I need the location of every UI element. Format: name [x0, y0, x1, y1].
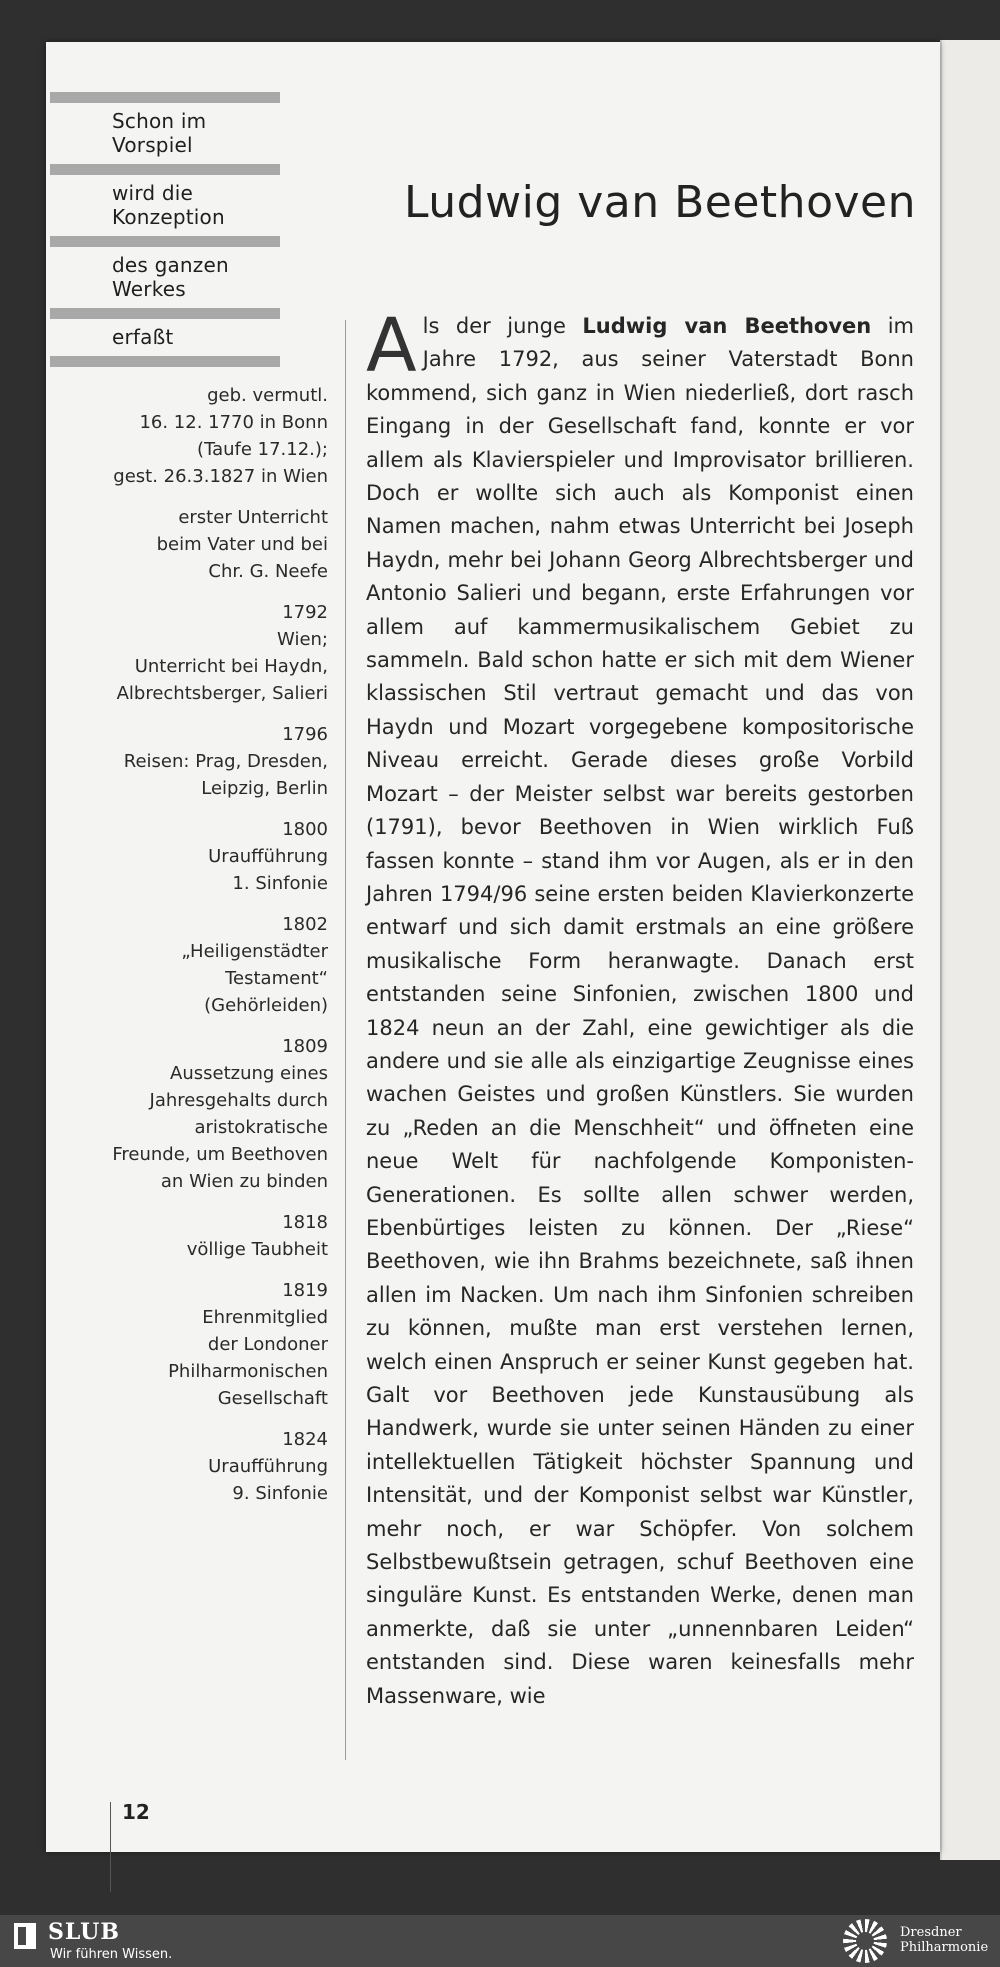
- footer-bar: [0, 1915, 1000, 1967]
- timeline-entry-heading: 1809: [282, 1036, 328, 1057]
- timeline-entry-line: 1. Sinfonie: [232, 873, 328, 894]
- timeline-entry-line: „Heiligenstädter: [181, 941, 328, 962]
- timeline-entry-heading: erster Unterricht: [178, 507, 328, 528]
- biography-timeline: [106, 382, 328, 1521]
- timeline-entry: [106, 599, 328, 707]
- timeline-entry: [106, 504, 328, 585]
- timeline-entry-heading: 1800: [282, 819, 328, 840]
- timeline-entry-heading: 1824: [282, 1429, 328, 1450]
- partner-line-2: Philharmonie: [900, 1940, 989, 1955]
- partner-logo-text[interactable]: [900, 1925, 988, 1955]
- quote-bar: [50, 92, 280, 103]
- timeline-entry-line: Wien;: [277, 629, 328, 650]
- philharmonie-logo-icon: [843, 1919, 887, 1963]
- partner-line-1: Dresdner: [900, 1925, 962, 1940]
- timeline-entry-line: 16. 12. 1770 in Bonn: [139, 412, 328, 433]
- pull-quote: [50, 92, 280, 367]
- timeline-entry-line: völlige Taubheit: [186, 1239, 328, 1260]
- timeline-entry: [106, 1426, 328, 1507]
- timeline-entry-heading: 1802: [282, 914, 328, 935]
- page-number-rule: [110, 1802, 111, 1892]
- timeline-entry: [106, 1209, 328, 1263]
- timeline-entry-line: beim Vater und bei: [156, 534, 328, 555]
- quote-bar: [50, 308, 280, 319]
- timeline-entry-line: Reisen: Prag, Dresden,: [123, 751, 328, 772]
- timeline-entry-line: (Taufe 17.12.);: [197, 439, 328, 460]
- quote-line: erfaßt: [112, 325, 174, 349]
- quote-line: Schon im Vorspiel: [112, 109, 207, 157]
- column-divider: [345, 320, 346, 1760]
- timeline-entry-line: Ehrenmitglied: [202, 1307, 328, 1328]
- timeline-entry-line: Jahresgehalts durch: [149, 1090, 328, 1111]
- drop-cap: A: [366, 303, 417, 389]
- library-tagline: Wir führen Wissen.: [50, 1947, 173, 1962]
- timeline-entry-heading: 1792: [282, 602, 328, 623]
- main-article-text: [366, 303, 915, 1713]
- timeline-entry-line: Unterricht bei Haydn,: [134, 656, 328, 677]
- quote-bar: [50, 356, 280, 367]
- timeline-entry-line: 9. Sinfonie: [232, 1483, 328, 1504]
- timeline-entry-heading: 1796: [282, 724, 328, 745]
- slub-logo-icon: [14, 1923, 36, 1949]
- composer-name: Ludwig van Beethoven: [582, 314, 872, 338]
- timeline-entry-line: Philharmonischen: [168, 1361, 328, 1382]
- timeline-entry-heading: 1818: [282, 1212, 328, 1233]
- timeline-entry-line: Uraufführung: [208, 1456, 328, 1477]
- quote-line: des ganzen Werkes: [112, 253, 229, 301]
- timeline-entry-line: Leipzig, Berlin: [201, 778, 328, 799]
- article-body: im Jahre 1792, aus seiner Vaterstadt Bonn kommend, sich ganz in Wien niederließ, dort rasch Eingang in der Gesellschaft fand, konnte er vor allem als Klavierspieler und Improvisator brillieren. Doch er wollte sich auch als Komponist einen Namen machen, nahm etwas Unterricht bei Joseph Haydn, mehr bei Johann Georg Albrechtsberger und Antonio Salieri und begann, erste Erfahrungen vor allem auf kammermusikalischem Gebiet zu sammeln. Bald schon hatte er sich mit dem Wiener klassischen Stil vertraut gemacht und das von Haydn und Mozart vorgegebene kompositorische Niveau erreicht. Gerade dieses große Vorbild Mozart – der Meister selbst war bereits gestorben (1791), bevor Beethoven in Wien wirklich Fuß fassen konnte – stand ihm vor Augen, als er in den Jahren 1794/96 seine ersten beiden Klavierkonzerte entwarf und sich damit erstmals an eine größere musikalische Form heranwagte. Danach erst entstanden seine Sinfonien, zwischen 1800 und 1824 neun an der Zahl, eine gewichtiger als die andere und sie alle als einzigartige Zeugnisse eines wachen Geistes und großen Künstlers. Sie wurden zu „Reden an die Menschheit“ und öffneten eine neue Welt für nachfolgende Komponisten-Generationen. Es sollte allen schwer werden, Ebenbürtiges leisten zu können. Der „Riese“ Beethoven, wie ihn Brahms bezeichnete, saß ihnen allen im Nacken. Um nach ihm Sinfonien schreiben zu können, mußte man erst verstehen lernen, welch einen Anspruch er seiner Kunst gegeben hat. Galt vor Beethoven jede Kunstausübung als Handwerk, wurde sie unter seinen Händen zu einer intellektuellen Tätigkeit höchster Spannung und Intensität, und der Komponist selbst war Künstler, mehr noch, er war Schöpfer. Von solchem Selbstbewußtsein getragen, schuf Beethoven eine singuläre Kunst. Es entstanden Werke, denen man anmerkte, daß sie unter „unnennbaren Leiden“ entstanden sind. Diese waren keinesfalls mehr Massenware, wie: [366, 314, 915, 1708]
- timeline-entry: [106, 1277, 328, 1412]
- timeline-entry-line: Albrechtsberger, Salieri: [116, 683, 328, 704]
- timeline-entry-line: an Wien zu binden: [160, 1171, 328, 1192]
- timeline-entry: [106, 1033, 328, 1195]
- timeline-entry-line: Freunde, um Beethoven: [112, 1144, 328, 1165]
- next-page-edge: [940, 40, 1000, 1860]
- timeline-entry-line: aristokratische: [194, 1117, 328, 1138]
- page-title: Ludwig van Beethoven: [404, 177, 916, 228]
- timeline-entry-line: (Gehörleiden): [204, 995, 328, 1016]
- quote-bar: [50, 164, 280, 175]
- timeline-entry: [106, 721, 328, 802]
- timeline-entry-heading: geb. vermutl.: [207, 385, 328, 406]
- page-number: 12: [122, 1800, 150, 1824]
- timeline-entry-line: Chr. G. Neefe: [208, 561, 328, 582]
- quote-line: wird die Konzeption: [112, 181, 225, 229]
- library-name[interactable]: SLUB: [48, 1919, 120, 1945]
- timeline-entry-heading: 1819: [282, 1280, 328, 1301]
- timeline-entry-line: Uraufführung: [208, 846, 328, 867]
- timeline-entry-line: gest. 26.3.1827 in Wien: [113, 466, 328, 487]
- article-lead: ls der junge: [422, 314, 583, 338]
- timeline-entry: [106, 382, 328, 490]
- timeline-entry: [106, 816, 328, 897]
- timeline-entry: [106, 911, 328, 1019]
- timeline-entry-line: der Londoner: [207, 1334, 328, 1355]
- timeline-entry-line: Testament“: [225, 968, 328, 989]
- document-page: [46, 42, 940, 1852]
- quote-bar: [50, 236, 280, 247]
- timeline-entry-line: Gesellschaft: [217, 1388, 328, 1409]
- timeline-entry-line: Aussetzung eines: [170, 1063, 328, 1084]
